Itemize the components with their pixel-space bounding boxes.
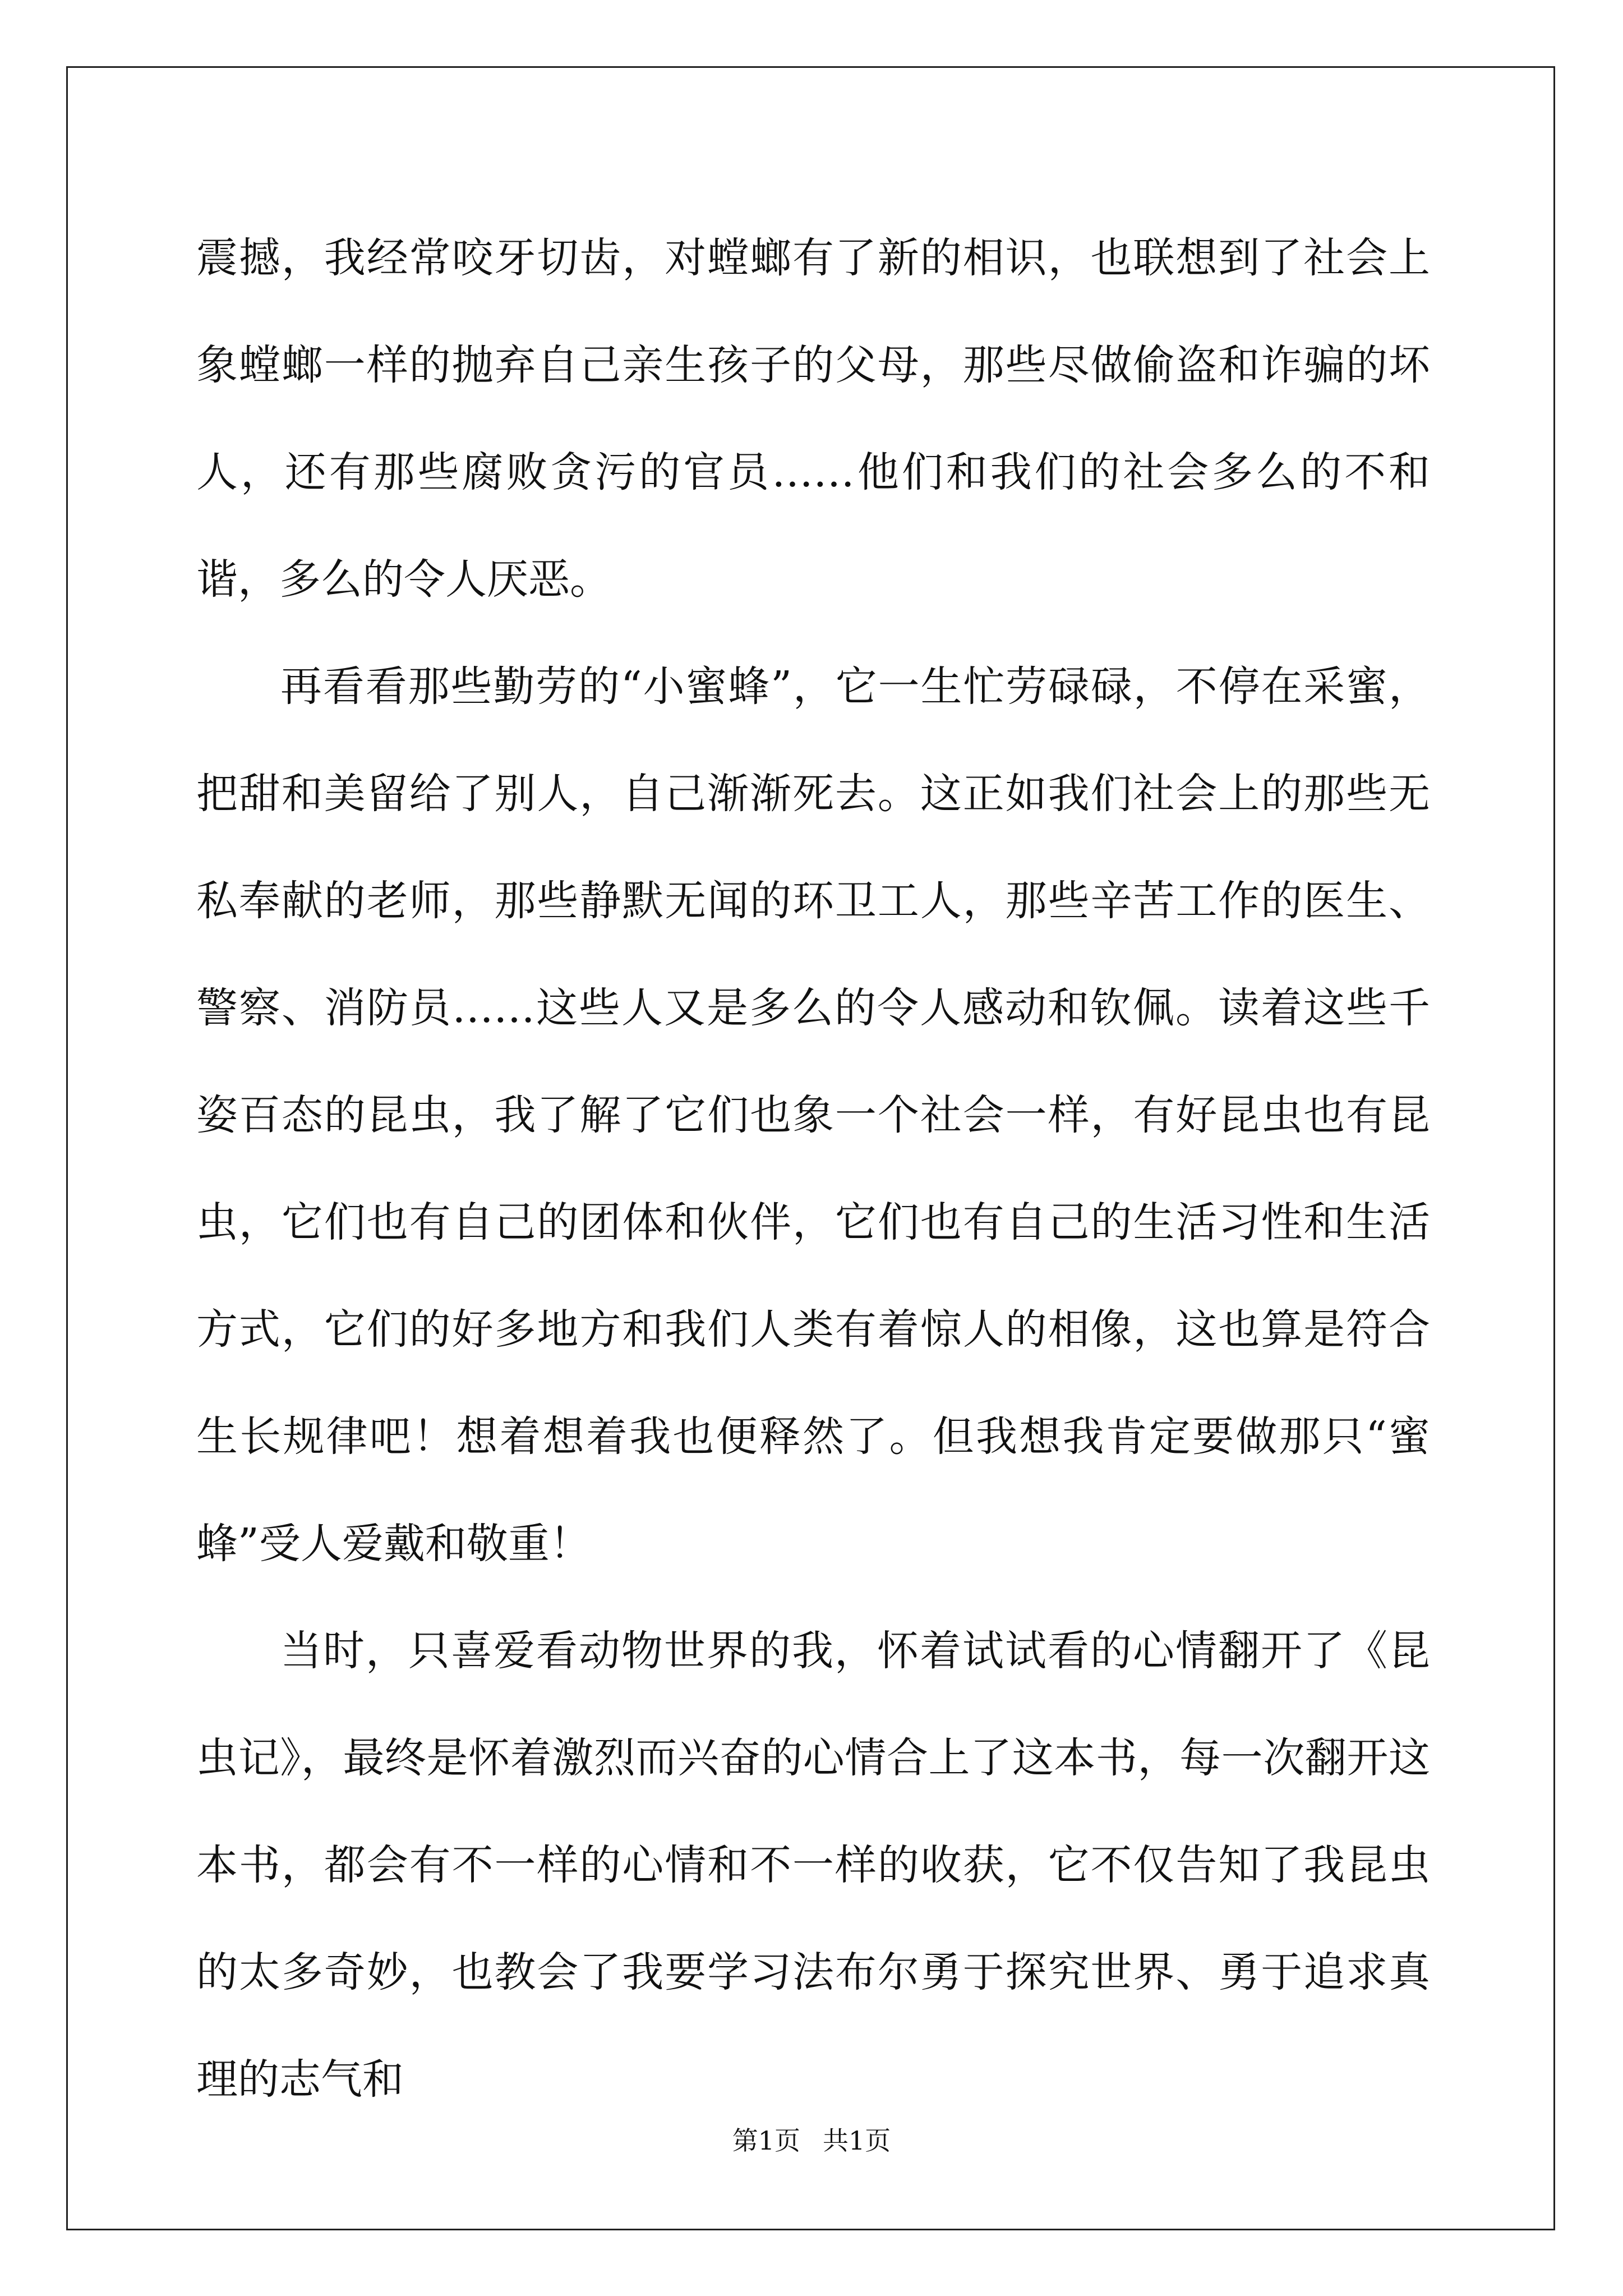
page-number-current: 第1页 <box>732 2125 800 2156</box>
document-body <box>196 205 1430 2133</box>
page-footer <box>0 2120 1623 2157</box>
paragraph-1: 震撼，我经常咬牙切齿，对螳螂有了新的相识，也联想到了社会上象螳螂一样的抛弃自己亲生孩子的父母，那些尽做偷盗和诈骗的坏人，还有那些腐败贪污的官员……他们和我们的社会多么的不和谐，多么的令人厌恶。 <box>196 234 1430 604</box>
paragraph-2: 再看看那些勤劳的“小蜜蜂”，它一生忙劳碌碌，不停在采蜜，把甜和美留给了别人，自己渐渐死去。这正如我们社会上的那些无私奉献的老师，那些静默无闻的环卫工人，那些辛苦工作的医生、警察、消防员……这些人又是多么的令人感动和钦佩。读着这些千姿百态的昆虫，我了解了它们也象一个社会一样，有好昆虫也有昆虫，它们也有自己的团体和伙伴，它们也有自己的生活习性和生活方式，它们的好多地方和我们人类有着惊人的相像，这也算是符合生长规律吧！想着想着我也便释然了。但我想我肯定要做那只“蜜蜂”受人爱戴和敬重！ <box>196 662 1430 1568</box>
paragraph-3: 当时，只喜爱看动物世界的我，怀着试试看的心情翻开了《昆虫记》，最终是怀着激烈而兴奋的心情合上了这本书，每一次翻开这本书，都会有不一样的心情和不一样的收获，它不仅告知了我昆虫的太多奇妙，也教会了我要学习法布尔勇于探究世界、勇于追求真理的志气和 <box>196 1627 1430 2104</box>
page-number-total: 共1页 <box>823 2125 891 2156</box>
